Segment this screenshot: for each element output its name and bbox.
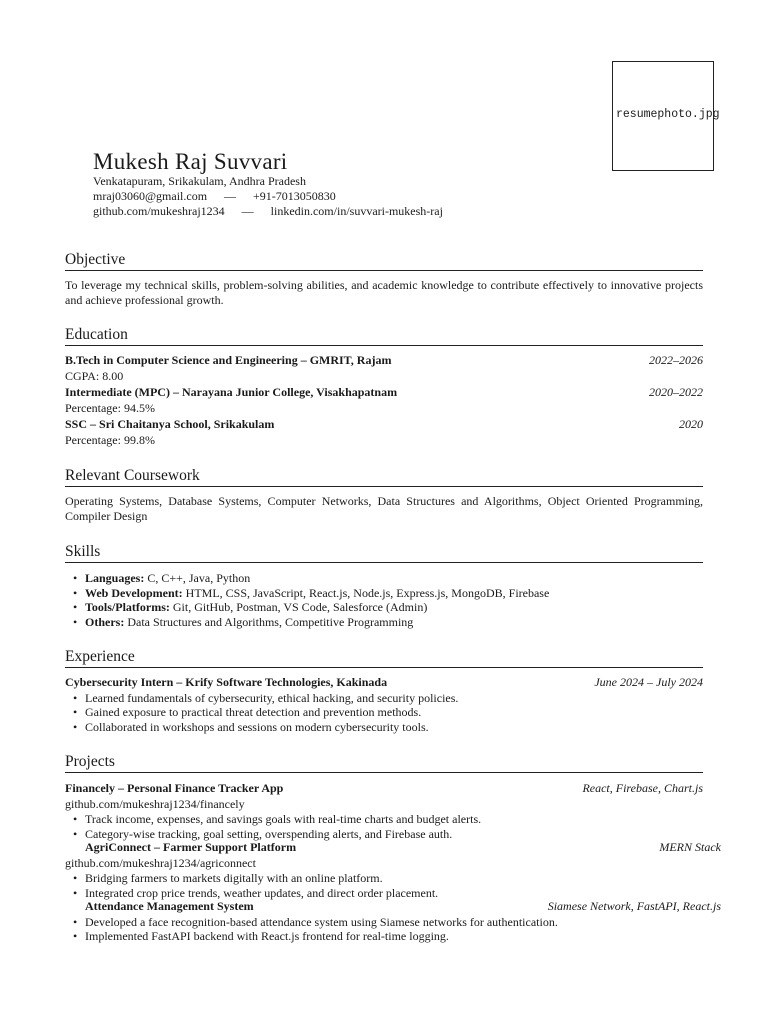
education-item bbox=[65, 353, 703, 384]
skill-value: Git, GitHub, Postman, VS Code, Salesforce (Admin) bbox=[172, 600, 428, 614]
linkedin-link[interactable]: linkedin.com/in/suvvari-mukesh-raj bbox=[270, 204, 443, 218]
skill-item bbox=[85, 586, 703, 601]
contact-line-1 bbox=[93, 189, 336, 204]
project-tech: React, Firebase, Chart.js bbox=[582, 781, 703, 795]
experience-bullet: • Collaborated in workshops and sessions on modern cybersecurity tools. bbox=[85, 720, 703, 735]
project-bullet: • Implemented FastAPI backend with React.js frontend for real-time logging. bbox=[85, 929, 721, 944]
section-heading: Experience bbox=[65, 648, 703, 668]
degree-title: B.Tech in Computer Science and Engineering – GMRIT, Rajam bbox=[65, 353, 392, 367]
degree-score: Percentage: 94.5% bbox=[65, 400, 155, 415]
candidate-name: Mukesh Raj Suvvari bbox=[93, 149, 288, 174]
section-heading: Relevant Coursework bbox=[65, 467, 703, 487]
skill-item bbox=[85, 615, 703, 630]
job-date: June 2024 – July 2024 bbox=[594, 675, 703, 689]
resume-photo-filename: resumephoto.jpg bbox=[616, 108, 720, 121]
contact-line-2 bbox=[93, 204, 443, 219]
experience-bullet: • Learned fundamentals of cybersecurity, ethical hacking, and security policies. bbox=[85, 691, 703, 706]
skill-value: C, C++, Java, Python bbox=[147, 571, 251, 585]
project-item bbox=[65, 840, 721, 900]
address: Venkatapuram, Srikakulam, Andhra Pradesh bbox=[93, 174, 306, 188]
skill-label: Tools/Platforms: bbox=[85, 600, 170, 614]
skill-value: HTML, CSS, JavaScript, React.js, Node.js, Express.js, MongoDB, Firebase bbox=[185, 585, 550, 600]
separator: — bbox=[224, 189, 237, 203]
project-bullet: • Integrated crop price trends, weather updates, and direct order placement. bbox=[85, 886, 721, 901]
project-title: Financely – Personal Finance Tracker App bbox=[65, 781, 284, 795]
experience-bullet: • Gained exposure to practical threat detection and prevention methods. bbox=[85, 705, 703, 720]
project-item bbox=[65, 899, 721, 944]
project-title: Attendance Management System bbox=[85, 899, 254, 913]
project-link[interactable]: github.com/mukeshraj1234/agriconnect bbox=[65, 855, 256, 870]
objective-text: To leverage my technical skills, problem-solving abilities, and academic knowledge to contribute effectively to innovative projects and achieve professional growth. bbox=[65, 278, 703, 307]
degree-title: Intermediate (MPC) – Narayana Junior College, Visakhapatnam bbox=[65, 385, 398, 399]
project-bullet: • Bridging farmers to markets digitally with an online platform. bbox=[85, 871, 721, 886]
degree-score: Percentage: 99.8% bbox=[65, 432, 155, 447]
project-tech: Siamese Network, FastAPI, React.js bbox=[547, 899, 721, 913]
project-bullet: • Track income, expenses, and savings goals with real-time charts and budget alerts. bbox=[85, 812, 703, 827]
projects-section bbox=[65, 753, 703, 773]
degree-date: 2020–2022 bbox=[649, 385, 703, 399]
project-title: AgriConnect – Farmer Support Platform bbox=[85, 840, 297, 854]
skill-item bbox=[85, 600, 703, 615]
project-bullet: • Category-wise tracking, goal setting, overspending alerts, and Firebase auth. bbox=[85, 827, 703, 842]
education-section bbox=[65, 326, 703, 449]
skills-section bbox=[65, 543, 703, 629]
skill-label: Web Development: bbox=[85, 585, 183, 600]
coursework-text: Operating Systems, Database Systems, Computer Networks, Data Structures and Algorithms, Object Oriented Programming, Compiler Design bbox=[65, 494, 703, 523]
project-tech: MERN Stack bbox=[659, 840, 721, 854]
degree-title: SSC – Sri Chaitanya School, Srikakulam bbox=[65, 417, 275, 431]
project-bullet: • Developed a face recognition-based attendance system using Siamese networks for authentication. bbox=[85, 915, 721, 930]
project-item bbox=[65, 781, 703, 841]
section-heading: Projects bbox=[65, 753, 703, 773]
skill-value: Data Structures and Algorithms, Competitive Programming bbox=[127, 614, 414, 629]
phone-number: +91-7013050830 bbox=[253, 189, 336, 203]
skill-label: Languages: bbox=[85, 571, 145, 585]
education-item bbox=[65, 385, 703, 416]
github-link[interactable]: github.com/mukeshraj1234 bbox=[93, 204, 225, 218]
experience-section bbox=[65, 648, 703, 734]
coursework-section bbox=[65, 467, 703, 524]
separator: — bbox=[241, 204, 254, 218]
project-link[interactable]: github.com/mukeshraj1234/financely bbox=[65, 796, 245, 811]
objective-section bbox=[65, 251, 703, 308]
skill-label: Others: bbox=[85, 614, 125, 629]
skill-item bbox=[85, 571, 703, 586]
degree-date: 2022–2026 bbox=[649, 353, 703, 367]
education-item bbox=[65, 417, 703, 448]
degree-date: 2020 bbox=[679, 417, 703, 431]
degree-score: CGPA: 8.00 bbox=[65, 368, 124, 383]
job-title: Cybersecurity Intern – Krify Software Technologies, Kakinada bbox=[65, 675, 388, 689]
section-heading: Skills bbox=[65, 543, 703, 563]
section-heading: Objective bbox=[65, 251, 703, 271]
email-link[interactable]: mraj03060@gmail.com bbox=[93, 189, 208, 203]
section-heading: Education bbox=[65, 326, 703, 346]
